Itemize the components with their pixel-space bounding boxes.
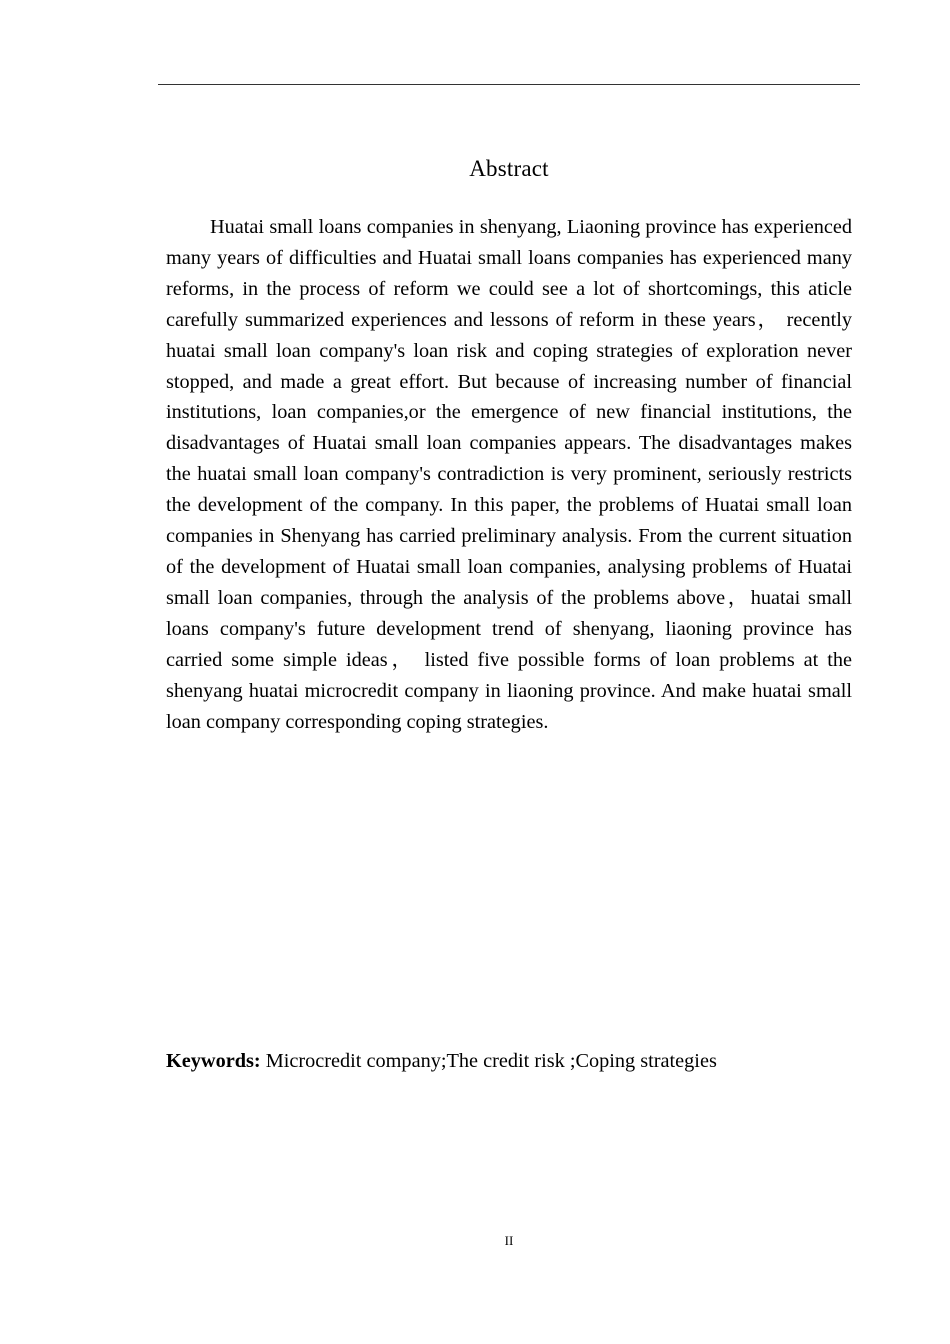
keywords-value: Microcredit company;The credit risk ;Coping strategies	[260, 1050, 717, 1072]
abstract-title: Abstract	[469, 156, 549, 181]
page-number: II	[504, 1233, 514, 1248]
header-rule	[158, 84, 860, 85]
keywords-label: Keywords:	[166, 1050, 261, 1072]
abstract-body: Huatai small loans companies in shenyang, Liaoning province has experienced many years of difficulties and Huatai small loans companies has experienced many reforms, in the process of reform we could see a lot of shortcomings, this aticle carefully summarized experiences and lessons of reform in these years， recently huatai small loan company's loan risk and coping strategies of exploration never stopped, and made a great effort. But because of increasing number of financial institutions, loan companies,or the emergence of new financial institutions, the disadvantages of Huatai small loan companies appears. The disadvantages makes the huatai small loan company's contradiction is very prominent, seriously restricts the development of the company. In this paper, the problems of Huatai small loan companies in Shenyang has carried preliminary analysis. From the current situation of the development of Huatai small loan companies, analysing problems of Huatai small loan companies, through the analysis of the problems above，huatai small loans company's future development trend of shenyang, liaoning province has carried some simple ideas， listed five possible forms of loan problems at the shenyang huatai microcredit company in liaoning province. And make huatai small loan company corresponding coping strategies.	[166, 216, 852, 733]
keywords-line	[166, 1046, 717, 1076]
